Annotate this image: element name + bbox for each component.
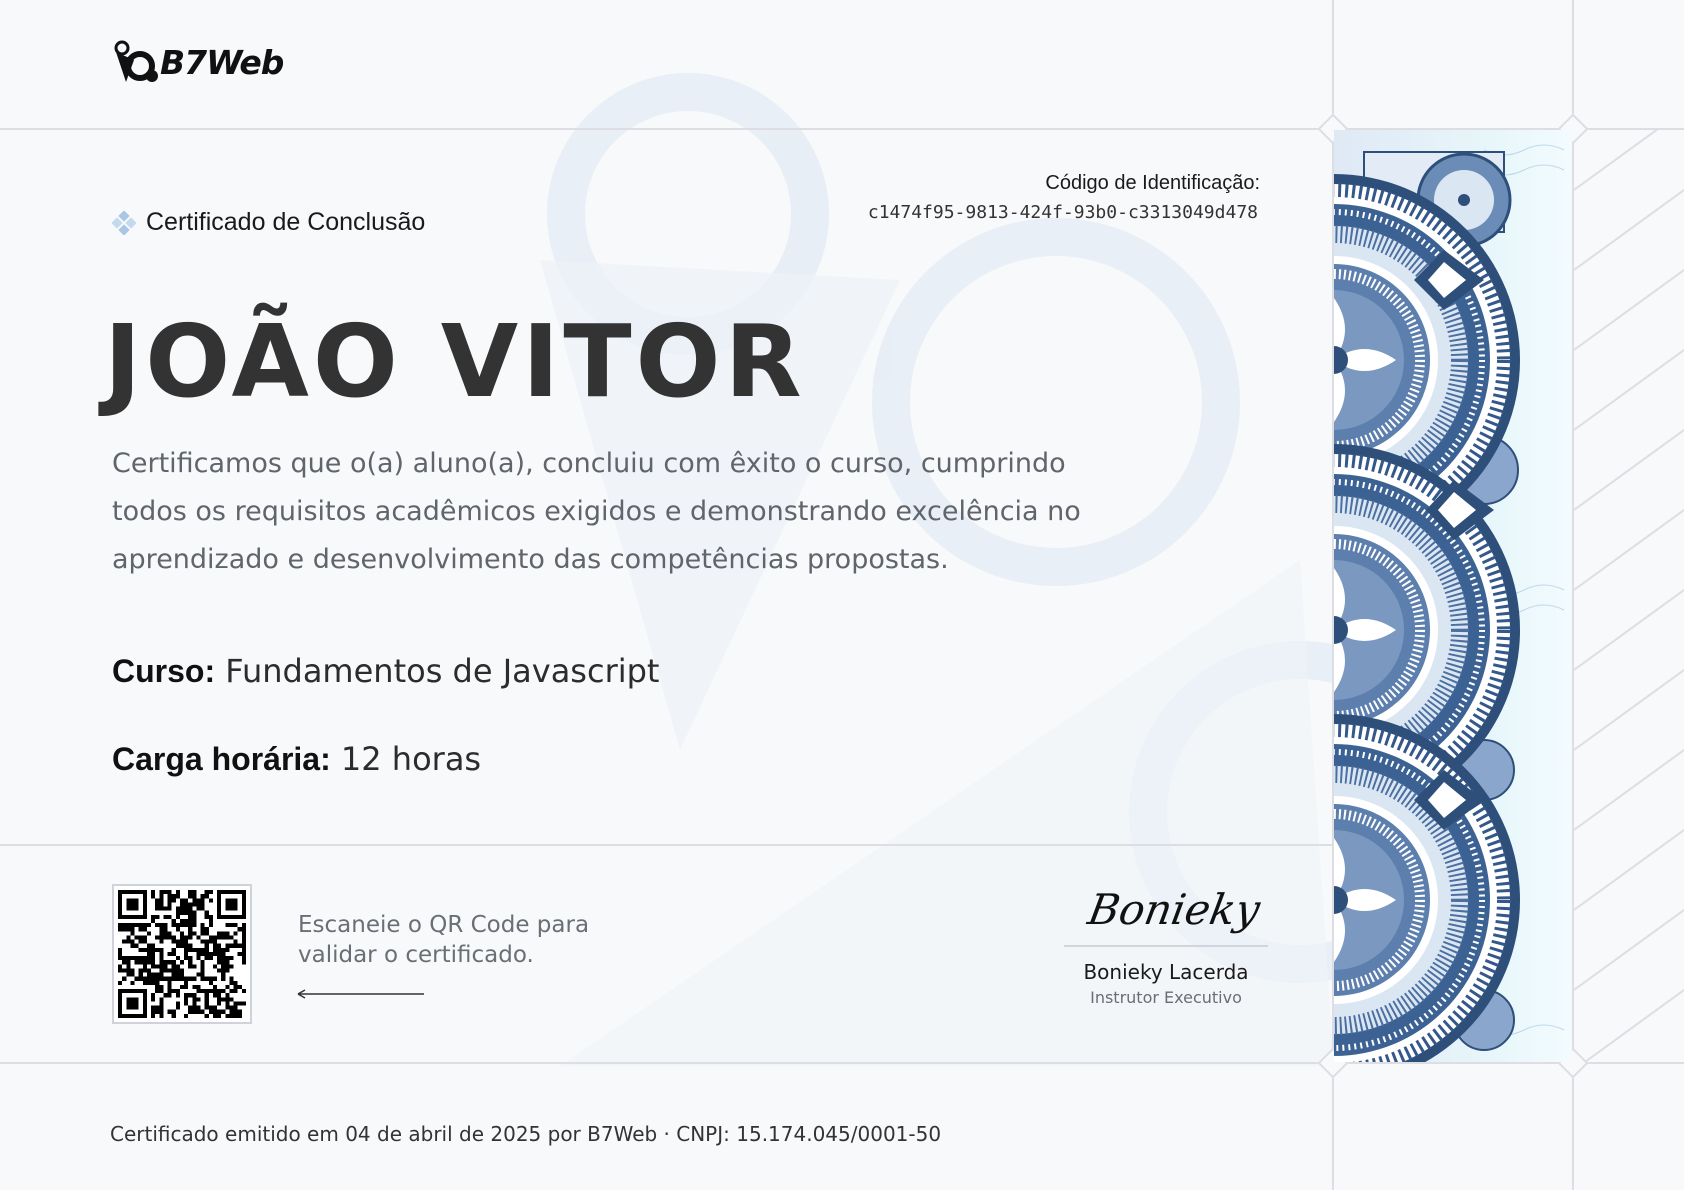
signature-graphic (1064, 880, 1268, 960)
b7web-logo-icon (112, 40, 158, 84)
course-label: Curso: (112, 653, 216, 689)
scan-instructions (298, 910, 589, 970)
divider-bottom (0, 1062, 1684, 1064)
diamond-bullet-icon (112, 211, 136, 235)
hours-value: 12 horas (340, 740, 482, 778)
id-label: Código de Identificação: (1045, 172, 1260, 194)
hatch-pattern (1574, 130, 1684, 1062)
qr-code[interactable] (112, 884, 252, 1024)
footer-text: Certificado emitido em 04 de abril de 2025 por B7Web · CNPJ: 15.174.045/0001-50 (110, 1122, 942, 1146)
qr-code-icon (114, 886, 250, 1022)
signer-role: Instrutor Executivo (1090, 988, 1242, 1007)
certificate-description: Certificamos que o(a) aluno(a), concluiu com êxito o curso, cumprindo todos os requisitos acadêmicos exigidos e demonstrando excelência no aprendizado e desenvolvimento das competências propostas. (112, 448, 1081, 575)
signer-name: Bonieky Lacerda (1083, 960, 1249, 984)
brand-logo (112, 40, 283, 84)
hours-label: Carga horária: (112, 741, 331, 777)
logo-text: B7Web (160, 42, 284, 82)
hours-line (112, 740, 481, 778)
course-line (112, 652, 659, 690)
student-name: JOÃO VITOR (104, 303, 806, 420)
ornament-band (1334, 130, 1572, 1062)
divider-middle (0, 844, 1334, 846)
signature-script: Bonieky (1084, 885, 1264, 934)
scan-line-2: validar o certificado. (298, 942, 534, 968)
subtitle-text: Certificado de Conclusão (146, 208, 426, 236)
course-value: Fundamentos de Javascript (225, 652, 660, 690)
scan-line-1: Escaneie o QR Code para (298, 912, 590, 938)
certificate-subtitle (112, 208, 425, 237)
id-value[interactable]: c1474f95-9813-424f-93b0-c3313049d478 (867, 202, 1258, 223)
arrow-left-icon (296, 988, 426, 1000)
mandala-ornament-icon (1334, 130, 1572, 1062)
